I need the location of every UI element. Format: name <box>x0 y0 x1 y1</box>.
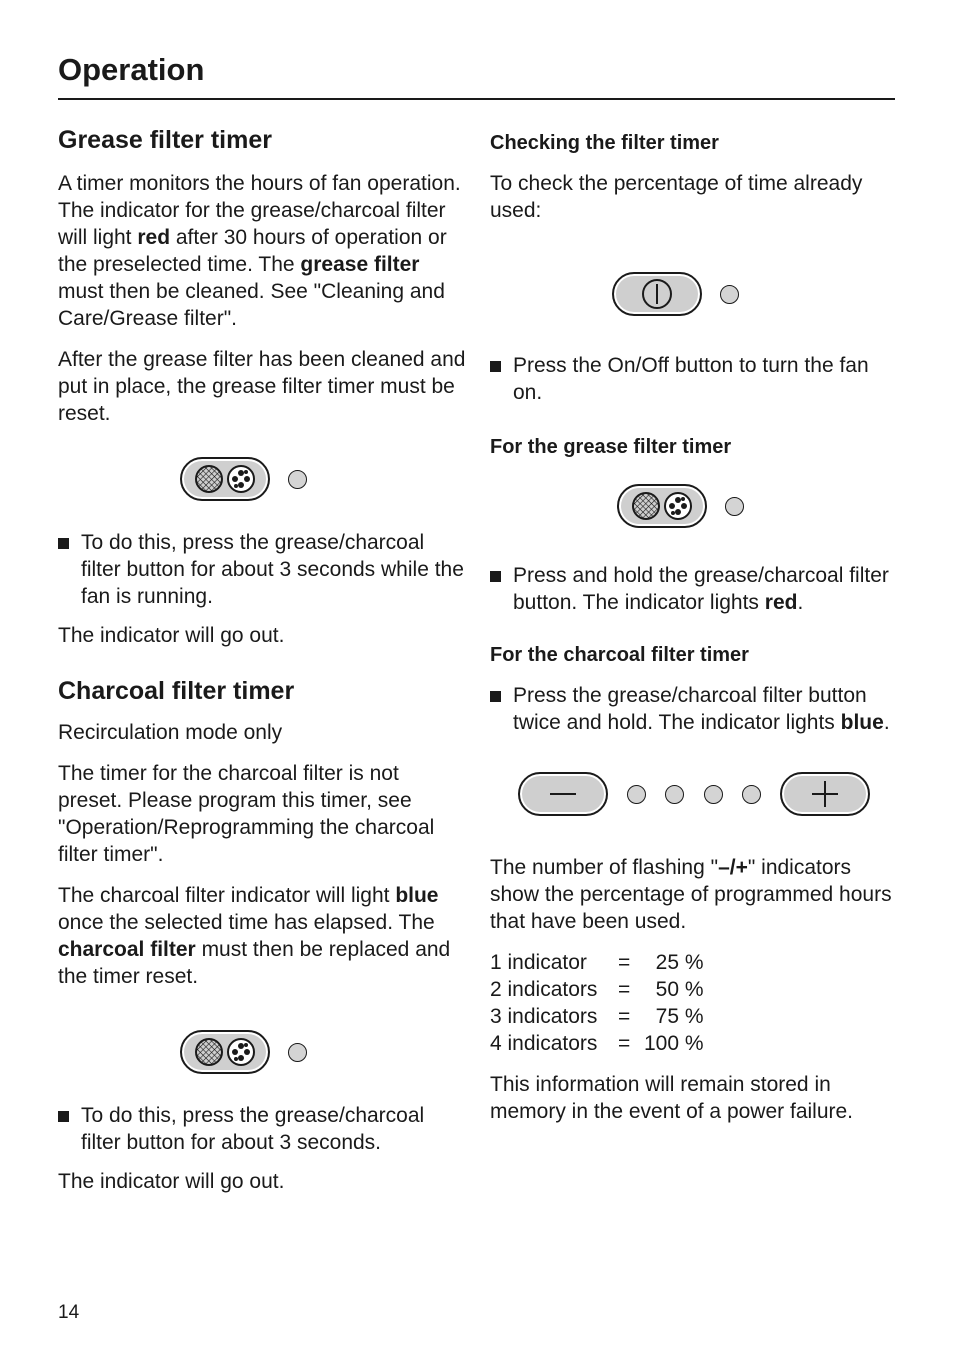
minus-plus-panel <box>490 764 870 824</box>
level-indicator-led-2 <box>665 785 684 804</box>
charcoal-filter-note: Recirculation mode only <box>58 721 283 744</box>
page-number: 14 <box>58 1302 80 1323</box>
table-row: 3 indicators = 75 % <box>490 1005 704 1028</box>
grease-charcoal-filter-icon <box>189 1035 261 1069</box>
filter-indicator-led <box>725 497 744 516</box>
page-title: Operation <box>58 52 205 87</box>
power-indicator-led <box>720 285 739 304</box>
filter-indicator-led <box>288 1043 307 1062</box>
title-divider <box>58 98 895 100</box>
flashing-indicators-text: The number of flashing "–/+" indicators show the percentage of programmed hours that have been used. <box>490 856 892 933</box>
filter-button-panel-3 <box>490 476 870 536</box>
charcoal-timer-check-heading: For the charcoal filter timer <box>490 644 749 666</box>
grease-filter-para2: After the grease filter has been cleaned and put in place, the grease filter timer must be reset. <box>58 348 466 425</box>
charcoal-filter-heading: Charcoal filter timer <box>58 677 295 705</box>
charcoal-reset-step: To do this, press the grease/charcoal filter button for about 3 seconds. <box>58 1102 468 1156</box>
table-row: 1 indicator = 25 % <box>490 951 704 974</box>
table-row: 2 indicators = 50 % <box>490 978 704 1001</box>
memory-note: This information will remain stored in memory in the event of a power failure. <box>490 1073 854 1123</box>
level-indicator-led-1 <box>627 785 646 804</box>
filter-button-panel <box>58 449 428 509</box>
grease-charcoal-filter-icon <box>626 489 698 523</box>
charcoal-reset-result: The indicator will go out. <box>58 1170 285 1193</box>
filter-button-panel-2 <box>58 1022 428 1082</box>
grease-filter-para1: A timer monitors the hours of fan operation. The indicator for the grease/charcoal filter will light red after 30 hours of operation or the preselected time. The grease filter must then be cleaned. See "Cleaning and Care/Grease filter". <box>58 172 461 330</box>
plus-icon <box>810 779 840 809</box>
plus-button[interactable] <box>780 772 870 816</box>
power-on-step: Press the On/Off button to turn the fan on. <box>490 352 895 406</box>
level-indicator-led-3 <box>704 785 723 804</box>
grease-charcoal-filter-button-3[interactable] <box>617 484 707 528</box>
percentage-table <box>490 949 704 1057</box>
grease-charcoal-filter-button-2[interactable] <box>180 1030 270 1074</box>
grease-timer-check-heading: For the grease filter timer <box>490 436 732 458</box>
right-column <box>490 130 895 1125</box>
grease-reset-result: The indicator will go out. <box>58 624 285 647</box>
minus-button[interactable] <box>518 772 608 816</box>
grease-charcoal-filter-icon <box>189 462 261 496</box>
grease-reset-step: To do this, press the grease/charcoal filter button for about 3 seconds while the fan is running. <box>58 529 468 610</box>
power-button-panel <box>490 264 860 324</box>
on-off-button[interactable] <box>612 272 702 316</box>
level-indicator-led-4 <box>742 785 761 804</box>
checking-timer-heading: Checking the filter timer <box>490 132 719 154</box>
minus-icon <box>548 779 578 809</box>
grease-filter-heading: Grease filter timer <box>58 126 272 154</box>
filter-indicator-led <box>288 470 307 489</box>
charcoal-filter-para1: The timer for the charcoal filter is not preset. Please program this timer, see "Operation/Reprogramming the charcoal filter timer". <box>58 762 435 866</box>
table-row: 4 indicators = 100 % <box>490 1032 704 1055</box>
checking-timer-intro: To check the percentage of time already used: <box>490 172 863 222</box>
grease-check-step: Press and hold the grease/charcoal filter button. The indicator lights red. <box>490 562 895 616</box>
charcoal-check-step: Press the grease/charcoal filter button twice and hold. The indicator lights blue. <box>490 682 895 736</box>
grease-charcoal-filter-button[interactable] <box>180 457 270 501</box>
charcoal-filter-para2: The charcoal filter indicator will light blue once the selected time has elapsed. The charcoal filter must then be replaced and the timer reset. <box>58 884 451 988</box>
power-icon <box>639 276 675 312</box>
left-column <box>58 124 468 1195</box>
